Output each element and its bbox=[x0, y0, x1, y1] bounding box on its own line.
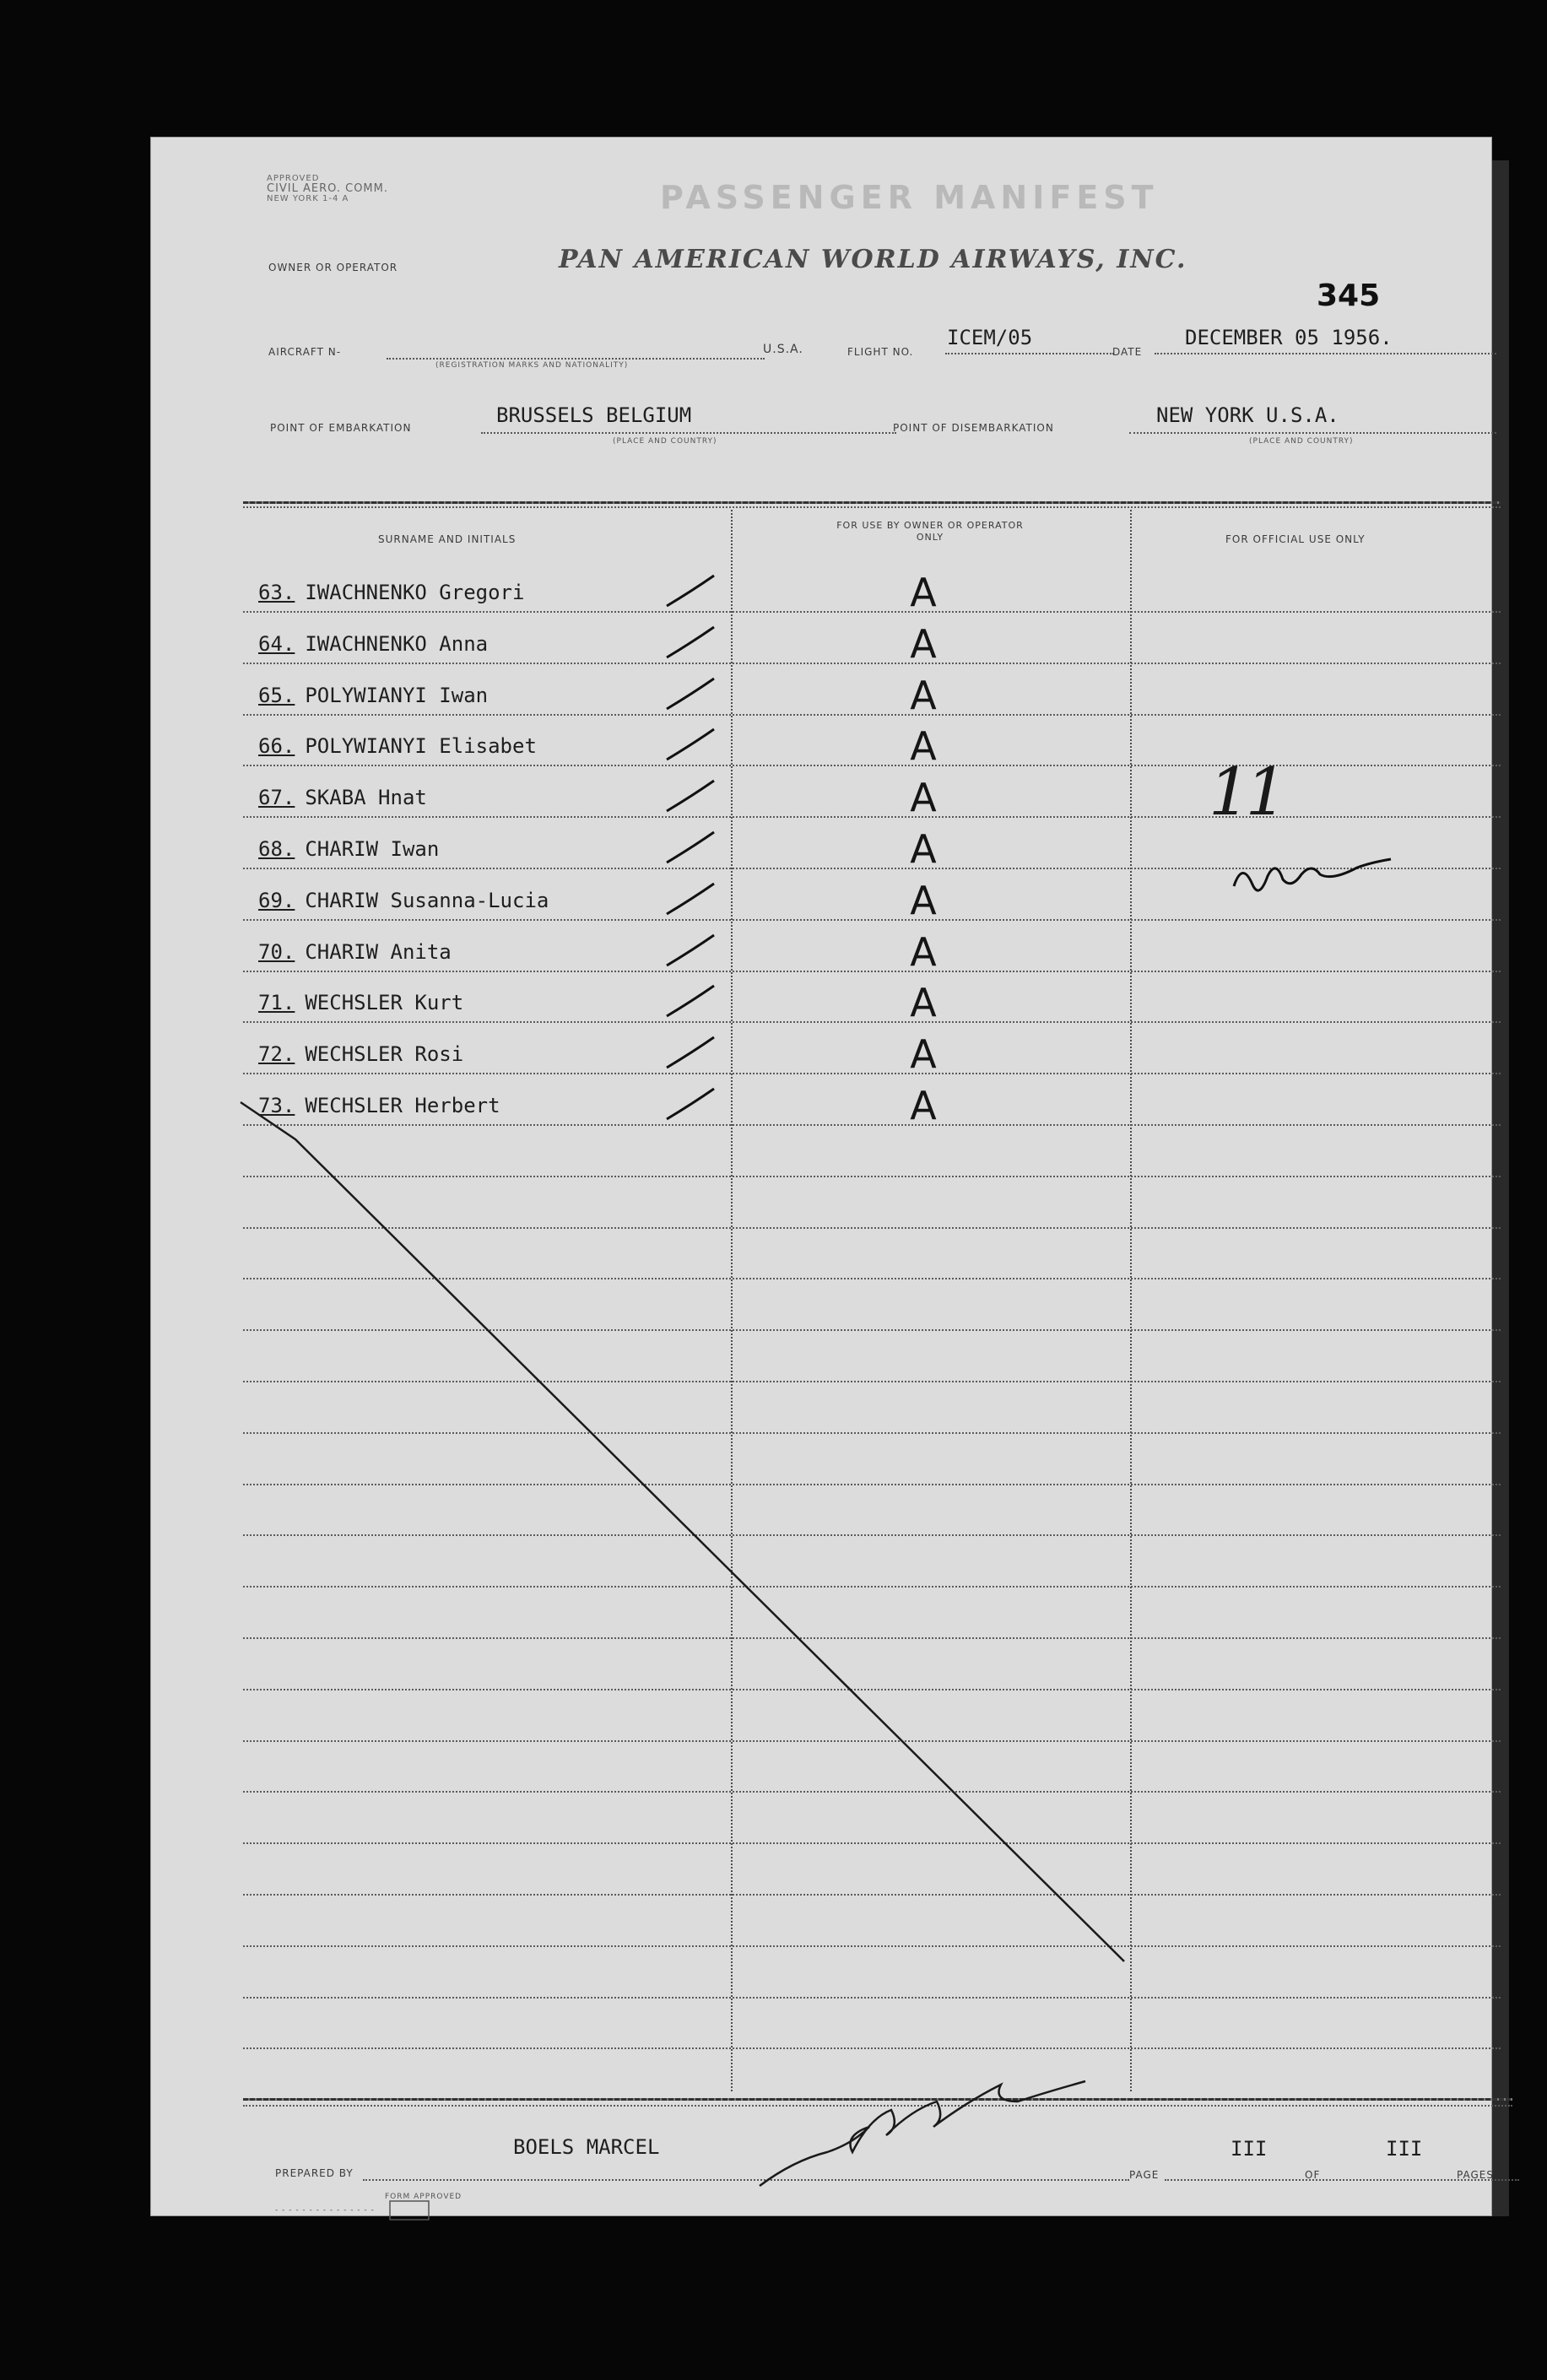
row-rule bbox=[243, 1894, 1501, 1896]
owner-use-mark: A bbox=[910, 878, 937, 923]
disembarkation-place: NEW YORK U.S.A. bbox=[1156, 403, 1339, 427]
passenger-number: 70. bbox=[258, 940, 295, 964]
row-rule bbox=[243, 1586, 1501, 1588]
table-row bbox=[258, 581, 524, 604]
owner-use-mark: A bbox=[910, 826, 937, 872]
passenger-name: IWACHNENKO Anna bbox=[305, 632, 489, 656]
aircraft-label: AIRCRAFT N- bbox=[268, 346, 342, 358]
row-rule bbox=[243, 1945, 1501, 1947]
passenger-number: 73. bbox=[258, 1094, 295, 1117]
row-rule bbox=[243, 1637, 1501, 1639]
table-bottom-rule-2 bbox=[243, 2105, 1512, 2107]
table-row bbox=[258, 786, 427, 809]
passenger-number: 72. bbox=[258, 1042, 295, 1066]
header-official-use: FOR OFFICIAL USE ONLY bbox=[1225, 533, 1366, 545]
usa-label: U.S.A. bbox=[763, 343, 803, 356]
passenger-name: IWACHNENKO Gregori bbox=[305, 581, 525, 604]
table-row bbox=[258, 684, 488, 707]
row-rule bbox=[243, 1073, 1501, 1074]
table-row bbox=[258, 632, 488, 656]
table-top-rule bbox=[243, 501, 1501, 504]
row-rule bbox=[243, 663, 1501, 664]
row-rule bbox=[243, 1842, 1501, 1844]
sheet-edge-shadow bbox=[1492, 160, 1509, 2216]
manifest-title: PASSENGER MANIFEST bbox=[660, 179, 1159, 216]
row-rule bbox=[243, 1176, 1501, 1177]
owner-use-mark: A bbox=[910, 673, 937, 718]
row-rule bbox=[243, 1432, 1501, 1434]
stamp-line: CIVIL AERO. COMM. bbox=[267, 182, 388, 195]
flight-fill-line bbox=[945, 353, 1114, 354]
operator-name: PAN AMERICAN WORLD AIRWAYS, INC. bbox=[559, 245, 1187, 274]
page-fill-line bbox=[1165, 2179, 1519, 2181]
date-label: DATE bbox=[1112, 346, 1143, 358]
page-value: III bbox=[1231, 2137, 1268, 2161]
stamp-line: NEW YORK 1-4 A bbox=[267, 194, 349, 203]
row-rule bbox=[243, 919, 1501, 921]
aircraft-fill-line bbox=[387, 358, 765, 360]
row-rule bbox=[243, 1021, 1501, 1023]
page-number: 345 bbox=[1317, 279, 1381, 313]
passenger-name: CHARIW Iwan bbox=[305, 837, 440, 861]
embarkation-place: BRUSSELS BELGIUM bbox=[496, 403, 692, 427]
flight-date: DECEMBER 05 1956. bbox=[1185, 326, 1393, 349]
prepared-by-label: PREPARED BY bbox=[275, 2167, 354, 2179]
table-row bbox=[258, 889, 549, 912]
passenger-name: POLYWIANYI Iwan bbox=[305, 684, 489, 707]
row-rule bbox=[243, 1381, 1501, 1382]
owner-use-mark: A bbox=[910, 621, 937, 667]
pages-label: PAGES bbox=[1457, 2169, 1494, 2181]
row-rule bbox=[243, 868, 1501, 869]
row-rule bbox=[243, 1329, 1501, 1331]
official-count-note: 11 bbox=[1209, 755, 1283, 830]
owner-use-mark: A bbox=[910, 723, 937, 769]
row-rule bbox=[243, 971, 1501, 972]
prepared-by-name: BOELS MARCEL bbox=[513, 2135, 660, 2159]
embarkation-fill-line bbox=[481, 432, 896, 434]
table-row bbox=[258, 1094, 500, 1117]
owner-use-mark: A bbox=[910, 1031, 937, 1077]
disembarkation-fill-line bbox=[1129, 432, 1496, 434]
table-row bbox=[258, 1042, 463, 1066]
owner-use-mark: A bbox=[910, 775, 937, 820]
row-rule bbox=[243, 1227, 1501, 1229]
registration-caption: (REGISTRATION MARKS AND NATIONALITY) bbox=[435, 361, 629, 370]
column-divider bbox=[731, 510, 733, 2091]
owner-label: OWNER OR OPERATOR bbox=[268, 262, 398, 273]
passenger-number: 68. bbox=[258, 837, 295, 861]
table-top-rule-2 bbox=[243, 506, 1501, 508]
embarkation-label: POINT OF EMBARKATION bbox=[270, 422, 412, 434]
flight-number: ICEM/05 bbox=[947, 326, 1033, 349]
passenger-name: WECHSLER Herbert bbox=[305, 1094, 500, 1117]
owner-use-mark: A bbox=[910, 929, 937, 975]
form-footer: FORM APPROVED bbox=[385, 2193, 462, 2201]
owner-use-mark: A bbox=[910, 980, 937, 1025]
form-footer-line: - - - - - - - - - - - - - - - bbox=[275, 2206, 375, 2215]
header-surname: SURNAME AND INITIALS bbox=[378, 533, 517, 545]
row-rule bbox=[243, 1791, 1501, 1793]
date-fill-line bbox=[1155, 353, 1496, 354]
prepared-by-fill-line bbox=[363, 2179, 1129, 2181]
row-rule bbox=[243, 611, 1501, 613]
row-rule bbox=[243, 2047, 1501, 2049]
passenger-name: POLYWIANYI Elisabet bbox=[305, 734, 537, 758]
page-label: PAGE bbox=[1129, 2169, 1160, 2181]
row-rule bbox=[243, 1534, 1501, 1536]
row-rule bbox=[243, 816, 1501, 818]
passenger-name: CHARIW Susanna-Lucia bbox=[305, 889, 549, 912]
row-rule bbox=[243, 1689, 1501, 1690]
passenger-name: SKABA Hnat bbox=[305, 786, 427, 809]
row-rule bbox=[243, 1484, 1501, 1485]
passenger-name: CHARIW Anita bbox=[305, 940, 452, 964]
row-rule bbox=[243, 1740, 1501, 1742]
passenger-number: 69. bbox=[258, 889, 295, 912]
owner-use-mark: A bbox=[910, 1083, 937, 1128]
disembarkation-caption: (PLACE AND COUNTRY) bbox=[1249, 437, 1354, 446]
passenger-number: 65. bbox=[258, 684, 295, 707]
approval-stamp bbox=[267, 174, 388, 204]
table-bottom-rule bbox=[243, 2098, 1512, 2101]
row-rule bbox=[243, 765, 1501, 766]
flight-label: FLIGHT NO. bbox=[847, 346, 914, 358]
passenger-number: 71. bbox=[258, 991, 295, 1014]
table-row bbox=[258, 734, 537, 758]
table-row bbox=[258, 837, 439, 861]
passenger-number: 63. bbox=[258, 581, 295, 604]
table-row bbox=[258, 991, 463, 1014]
column-divider bbox=[1130, 510, 1132, 2091]
header-owner-use: FOR USE BY OWNER OR OPERATOR ONLY bbox=[836, 520, 1024, 543]
of-label: OF bbox=[1305, 2169, 1321, 2181]
of-pages-value: III bbox=[1386, 2137, 1423, 2161]
passenger-number: 66. bbox=[258, 734, 295, 758]
embarkation-caption: (PLACE AND COUNTRY) bbox=[613, 437, 717, 446]
passenger-number: 67. bbox=[258, 786, 295, 809]
row-rule bbox=[243, 1278, 1501, 1279]
stamp-line: APPROVED bbox=[267, 174, 320, 183]
passenger-name: WECHSLER Rosi bbox=[305, 1042, 464, 1066]
passenger-name: WECHSLER Kurt bbox=[305, 991, 464, 1014]
row-rule bbox=[243, 1124, 1501, 1126]
owner-use-mark: A bbox=[910, 570, 937, 615]
row-rule bbox=[243, 714, 1501, 716]
disembarkation-label: POINT OF DISEMBARKATION bbox=[893, 422, 1054, 434]
row-rule bbox=[243, 1997, 1501, 1999]
passenger-number: 64. bbox=[258, 632, 295, 656]
table-row bbox=[258, 940, 452, 964]
